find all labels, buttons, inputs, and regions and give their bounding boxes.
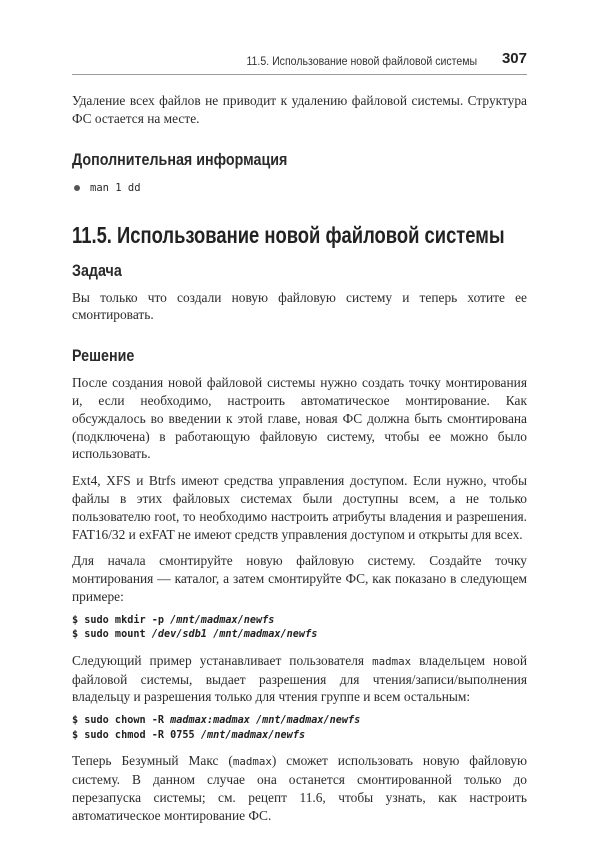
inline-code: madmax <box>232 755 272 769</box>
running-header <box>72 50 527 72</box>
text-run: Теперь Безумный Макс ( <box>72 753 233 769</box>
task-heading: Задача <box>72 260 122 280</box>
text-run: ) сможет использовать новую файловую систему. В данном случае она останется смонтированной только до перезапуска системы; см. рецепт 11.6, чтобы узнать, как настроить автоматическое монтирование ФС. <box>72 753 527 823</box>
bullet-list-item <box>72 182 527 194</box>
more-info-heading: Дополнительная информация <box>72 149 288 169</box>
solution-paragraph-2: Ext4, XFS и Btrfs имеют средства управления доступом. Если нужно, чтобы файлы в этих файловых системах были доступны всем, а не только пользователю root, то необходимо настроить атрибуты владения и разрешения. FAT16/32 и exFAT не имеют средств управления доступом и открыты для всех. <box>72 473 527 542</box>
intro-paragraph: Удаление всех файлов не приводит к удалению файловой системы. Структура ФС остается на месте. <box>72 93 527 126</box>
code-line <box>72 714 527 729</box>
solution-heading: Решение <box>72 346 135 366</box>
header-rule <box>72 74 527 75</box>
bullet-text: man 1 dd <box>90 181 141 194</box>
code-command: $ sudo mkdir -p <box>72 614 171 626</box>
solution-paragraph-1: После создания новой файловой системы нужно создать точку монтирования и, если необходимо, настроить автоматическое монтирование. Как обсуждалось во введении к этой главе, новая ФС должна быть смонтирована (подключена) в работающую файловую систему, чтобы ее можно было использовать. <box>72 375 527 462</box>
bullet-dot-icon <box>74 185 80 191</box>
code-line <box>72 614 527 629</box>
text-run: Следующий пример устанавливает пользователя <box>72 652 373 668</box>
solution-paragraph-3: Для начала смонтируйте новую файловую систему. Создайте точку монтирования — каталог, а затем смонтируйте ФС, как показано в следующем примере: <box>72 553 527 604</box>
code-argument: /mnt/madmax/newfs <box>200 729 306 741</box>
page-number: 307 <box>501 50 527 67</box>
code-argument: /dev/sdb1 /mnt/madmax/newfs <box>151 629 318 641</box>
code-block-mount <box>72 614 527 643</box>
inline-code: madmax <box>372 654 412 668</box>
code-argument: madmax:madmax /mnt/madmax/newfs <box>170 715 361 727</box>
code-line <box>72 729 527 744</box>
text-run: владельцем новой файловой системы, выдает разрешения для чтения/записи/выполнения владельцу и разрешения только для чтения группе и всем остальным: <box>72 652 527 705</box>
code-command: $ sudo mount <box>72 629 152 641</box>
solution-paragraph-4 <box>72 652 527 706</box>
code-command: $ sudo chmod -R 0755 <box>72 729 201 741</box>
code-block-permissions <box>72 714 527 743</box>
section-title: 11.5. Использование новой файловой системы <box>72 221 505 248</box>
page-content <box>72 92 527 824</box>
code-argument: /mnt/madmax/newfs <box>170 614 275 626</box>
code-line <box>72 628 527 643</box>
task-paragraph: Вы только что создали новую файловую систему и теперь хотите ее смонтировать. <box>72 289 527 323</box>
running-title: 11.5. Использование новой файловой системы <box>246 54 477 68</box>
code-command: $ sudo chown -R <box>72 715 171 727</box>
solution-paragraph-5 <box>72 752 527 824</box>
